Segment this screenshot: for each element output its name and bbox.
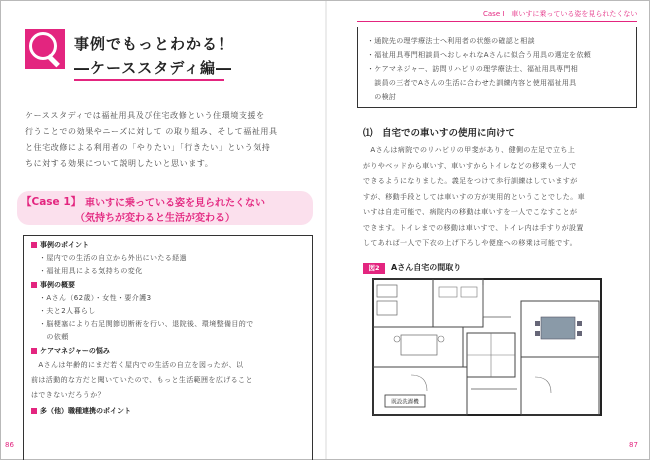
case-number: 【Case 1】 bbox=[21, 196, 82, 208]
floor-plan bbox=[371, 277, 603, 417]
box-line: ・通院先の理学療法士へ利用者の状態の確認と相談 bbox=[367, 37, 535, 45]
body-line: Aさんは病院でのリハビリの甲斐があり、健側の左足で立ち上 bbox=[363, 146, 576, 154]
running-head: Case I 車いすに乗っている姿を見られたくない bbox=[483, 10, 638, 18]
intro-line: 行うことでの効果やニーズに対して の取り組み、そして福祉用具 bbox=[25, 127, 278, 136]
body-line: できるようになりました。義足をつけて歩行訓練はしていますが bbox=[363, 177, 578, 185]
body-line: できます。トイレまでの移動は車いすで、トイレ内は手すりが設置 bbox=[363, 223, 584, 232]
body-line: がりやベッドから車いす、車いすからトイレなどの移乗も一人で bbox=[363, 161, 577, 170]
page-heading-line2: ―ケーススタディ編― bbox=[74, 59, 233, 77]
section-title: ⑴ 自宅での車いすの使用に向けて bbox=[363, 128, 516, 139]
body-line: してあれば一人で下衣の上げ下ろしや便座への移乗は可能です。 bbox=[363, 239, 578, 247]
page-heading-line1: 事例でもっとわかる！ bbox=[74, 35, 235, 53]
left-page bbox=[1, 1, 325, 459]
body-line: いすは自走可能で、病院内の移動は車いすを一人でこなすことが bbox=[363, 208, 578, 216]
box-line: の検討 bbox=[367, 93, 397, 101]
body-paragraph bbox=[363, 143, 639, 252]
figure-caption: Aさん自宅の間取り bbox=[391, 263, 462, 272]
box-line: ・Aさん（62歳）・女性・要介護3 bbox=[39, 294, 152, 302]
page-number-left: 86 bbox=[5, 441, 14, 449]
box-line: ・脳梗塞により右足関節切断術を行い、退院後、環境整備目的で bbox=[39, 320, 254, 328]
box-heading-points: 事例のポイント bbox=[31, 240, 89, 250]
heading-rule bbox=[74, 79, 224, 81]
intro-line: と住宅改修による利用者の「やりたい」「行きたい」という気持 bbox=[25, 143, 271, 152]
right-page bbox=[327, 1, 649, 459]
box-line: ・夫と2人暮らし bbox=[39, 307, 96, 315]
intro-line: ケーススタディでは福祉用具及び住宅改修という住環境支援を bbox=[25, 111, 265, 120]
page-number-right: 87 bbox=[629, 441, 638, 449]
box-line: はできないだろうか？ bbox=[31, 391, 105, 399]
box-line: Aさんは年齢的にまだ若く屋内での生活の自立を図ったが、以 bbox=[31, 361, 244, 369]
box-line: の依頼 bbox=[39, 333, 69, 341]
running-head-rule bbox=[357, 21, 637, 22]
intro-paragraph bbox=[25, 108, 313, 172]
box-line: 談員の三者でAさんの生活に合わせた訓練内容と使用福祉用具 bbox=[367, 79, 577, 87]
box-heading-summary: 事例の概要 bbox=[31, 280, 75, 290]
body-line: すが、移動手段としては車いすの方が実用的ということでした。車 bbox=[363, 192, 585, 201]
box-heading-worry: ケアマネジャーの悩み bbox=[31, 346, 110, 356]
box-line: ・屋内での生活の自立から外出にいたる経過 bbox=[39, 254, 187, 262]
intro-line: ちに対する効果について説明したいと思います。 bbox=[25, 159, 214, 168]
box-line: ・ケアマネジャー、訪問リハビリの理学療法士、福祉用具専門相 bbox=[367, 65, 579, 73]
box-line: 前は活動的な方だと聞いていたので、もっと生活範囲を広げること bbox=[31, 376, 253, 384]
box-heading-collab: 多（他）職種連携のポイント bbox=[31, 406, 131, 416]
box-line: ・福祉用具専門相談員へおしゃれなAさんに似合う用具の選定を依頼 bbox=[367, 51, 592, 59]
magnifier-icon bbox=[25, 29, 65, 69]
plan-label: 既設洗濯機 bbox=[391, 399, 419, 406]
case-subtitle: （気持ちが変わると生活が変わる） bbox=[75, 213, 235, 224]
figure-tag: 図2 bbox=[363, 263, 385, 274]
case-title: 車いすに乗っている姿を見られたくない bbox=[85, 198, 265, 209]
box-line: ・福祉用具による気持ちの変化 bbox=[39, 267, 143, 275]
